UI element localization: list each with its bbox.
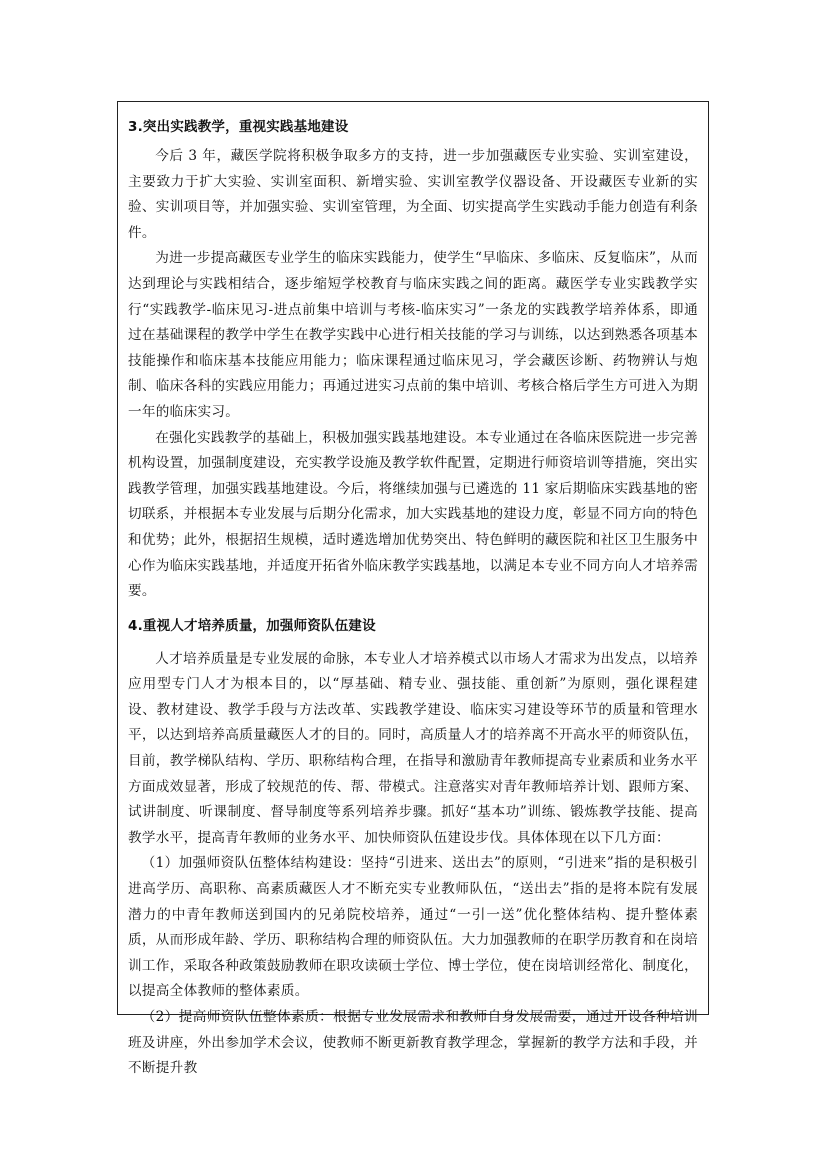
section-4-item-2: （2）提高师资队伍整体素质：根据专业发展需求和教师自身发展需要，通过开设各种培训班及讲座，外出参加学术会议，使教师不断更新教育教学理念，掌握新的教学方法和手段，并不断提升教 [128,1009,698,1077]
section-4-paragraph-1: 人才培养质量是专业发展的命脉，本专业人才培养模式以市场人才需求为出发点，以培养应用型专门人才为根本目的，以“厚基础、精专业、强技能、重创新”为原则，强化课程建设、教材建设、教学手段与方法改革、实践教学建设、临床实习建设等环节的质量和管理水平，以达到培养高质量藏医人才的目的。同时，高质量人才的培养离不开高水平的师资队伍，目前，教学梯队结构、学历、职称结构合理，在指导和激励青年教师提高专业素质和业务水平方面成效显著，形成了较规范的传、帮、带模式。注意落实对青年教师培养计划、跟师方案、试讲制度、听课制度、督导制度等系列培养步骤。抓好“基本功”训练、锻炼教学技能、提高教学水平，提高青年教师的业务水平、加快师资队伍建设步伐。具体体现在以下几方面： [128,650,698,846]
section-3-heading: 3.突出实践教学，重视实践基地建设 [128,119,349,135]
document-frame [117,101,709,1077]
section-3-paragraph-2: 为进一步提高藏医专业学生的临床实践能力，使学生“早临床、多临床、反复临床”，从而达到理论与实践相结合，逐步缩短学校教育与临床实践之间的距离。藏医学专业实践教学实行“实践教学-临床见习-进点前集中培训与考核-临床实习”一条龙的实践教学培养体系，即通过在基础课程的教学中学生在教学实践中心进行相关技能的学习与训练，以达到熟悉各项基本技能操作和临床基本技能应用能力；临床课程通过临床见习，学会藏医诊断、药物辨认与炮制、临床各科的实践应用能力；再通过进实习点前的集中培训、考核合格后学生方可进入为期一年的临床实习。 [128,250,698,420]
section-3-paragraph-3: 在强化实践教学的基础上，积极加强实践基地建设。本专业通过在各临床医院进一步完善机构设置，加强制度建设，充实教学设施及教学软件配置，定期进行师资培训等措施，突出实践教学管理，加强实践基地建设。今后，将继续加强与已遴选的 11 家后期临床实践基地的密切联系，并根据本专业发展与后期分化需求，加大实践基地的建设力度，彰显不同方向的特色和优势；此外，根据招生规模，适时遴选增加优势突出、特色鲜明的藏医院和社区卫生服务中心作为临床实践基地，并适度开拓省外临床教学实践基地，以满足本专业不同方向人才培养需要。 [128,429,698,600]
section-4-item-1: （1）加强师资队伍整体结构建设：坚持“引进来、送出去”的原则，“引进来”指的是积极引进高学历、高职称、高素质藏医人才不断充实专业教师队伍，“送出去”指的是将本院有发展潜力的中青年教师送到国内的兄弟院校培养，通过“一引一送”优化整体结构、提升整体素质，从而形成年龄、学历、职称结构合理的师资队伍。大力加强教师的在职学历教育和在岗培训工作，采取各种政策鼓励教师在职攻读硕士学位、博士学位，使在岗培训经常化、制度化，以提高全体教师的整体素质。 [128,855,698,1000]
section-4-heading: 4.重视人才培养质量，加强师资队伍建设 [128,617,376,634]
section-3-paragraph-1: 今后 3 年，藏医学院将积极争取多方的支持，进一步加强藏医专业实验、实训室建设，主要致力于扩大实验、实训室面积、新增实验、实训室教学仪器设备、开设藏医专业新的实验、实训项目等，并加强实验、实训室管理，为全面、切实提高学生实践动手能力创造有利条件。 [128,148,698,241]
